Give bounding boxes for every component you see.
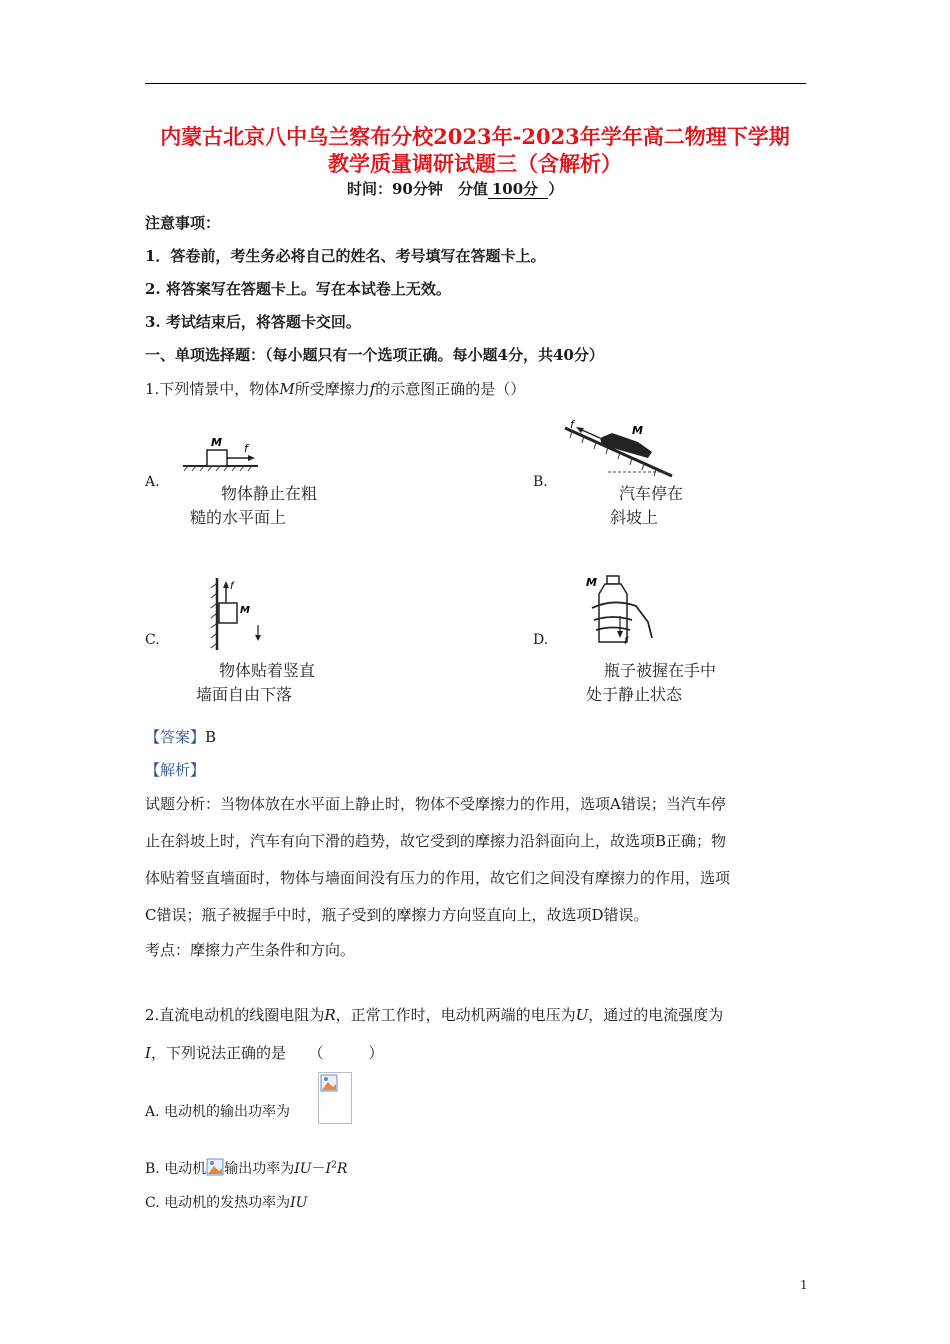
label-f: f bbox=[624, 636, 628, 647]
label-f: f bbox=[570, 418, 574, 431]
kaodian-line: 考点：摩擦力产生条件和方向。 bbox=[145, 941, 356, 959]
title-line-1: 内蒙古北京八中乌兰察布分校2023年-2023年学年高二物理下学期 bbox=[160, 124, 790, 149]
label-m: M bbox=[586, 576, 597, 589]
option-a-caption-1: 物体静止在粗 bbox=[221, 484, 318, 503]
question-2-line-2: I，下列说法正确的是 （ ） bbox=[145, 1044, 384, 1062]
label-f: f bbox=[230, 581, 234, 592]
question-2-option-b: B. 电动机 输出功率为$IU-I^2R$ bbox=[145, 1158, 347, 1178]
option-c-caption-2: 墙面自由下落 bbox=[196, 685, 293, 704]
label-m: M bbox=[240, 605, 250, 616]
option-a-caption-2: 糙的水平面上 bbox=[190, 508, 287, 527]
option-b-letter: B. bbox=[533, 474, 548, 490]
answer-tag: 【答案】 bbox=[145, 728, 206, 746]
option-d-letter: D. bbox=[533, 632, 549, 648]
question-2-option-c: C. 电动机的发热功率为IU bbox=[145, 1195, 308, 1211]
question-1-stem: 1.下列情景中，物体M所受摩擦力f的示意图正确的是（） bbox=[145, 380, 526, 398]
page-number: 1 bbox=[800, 1278, 808, 1292]
analysis-line-1: 试题分析：当物体放在水平面上静止时，物体不受摩擦力的作用，选项A错误；当汽车停 bbox=[145, 795, 726, 813]
notice-heading: 注意事项： bbox=[145, 214, 221, 232]
car-on-slope-diagram bbox=[560, 418, 680, 480]
analysis-tag: 【解析】 bbox=[145, 761, 206, 779]
answer-value: B bbox=[205, 728, 217, 746]
broken-image-formula bbox=[318, 1072, 352, 1124]
option-c-caption-1: 物体贴着竖直 bbox=[219, 661, 316, 680]
answer-line bbox=[145, 726, 216, 747]
analysis-line-2: 止在斜坡上时，汽车有向下滑的趋势，故它受到的摩擦力沿斜面向上，故选项B正确；物 bbox=[145, 832, 727, 850]
header-rule bbox=[145, 83, 806, 84]
option-c-letter: C. bbox=[145, 632, 160, 648]
label-m: M bbox=[632, 424, 643, 437]
title-line-2: 教学质量调研试题三（含解析） bbox=[328, 151, 622, 176]
notice-item-3: 3. 考试结束后，将答题卡交回。 bbox=[145, 313, 361, 331]
notice-item-1: 1．答卷前，考生务必将自己的姓名、考号填写在答题卡上。 bbox=[145, 247, 546, 265]
broken-image-icon bbox=[206, 1158, 224, 1176]
time-suffix: ） bbox=[548, 180, 564, 198]
option-b-caption-2: 斜坡上 bbox=[610, 508, 659, 527]
section-heading: 一、单项选择题：（每小题只有一个选项正确。每小题4分，共40分） bbox=[145, 346, 604, 364]
option-d-caption-1: 瓶子被握在手中 bbox=[604, 661, 717, 680]
score-value: 100分 bbox=[488, 180, 548, 199]
analysis-line-4: C错误；瓶子被握手中时，瓶子受到的摩擦力方向竖直向上，故选项D错误。 bbox=[145, 906, 649, 924]
bottle-in-hand-diagram bbox=[580, 570, 660, 652]
label-m: M bbox=[211, 436, 222, 449]
option-d-caption-2: 处于静止状态 bbox=[586, 685, 683, 704]
block-on-wall-diagram bbox=[200, 575, 270, 653]
option-b-caption-1: 汽车停在 bbox=[619, 484, 684, 503]
notice-item-2: 2. 将答案写在答题卡上。写在本试卷上无效。 bbox=[145, 280, 451, 298]
option-a-letter: A. bbox=[145, 474, 160, 490]
label-f: f bbox=[244, 442, 248, 455]
question-2-option-a: A. 电动机的输出功率为 bbox=[145, 1104, 291, 1120]
block-on-surface-diagram bbox=[180, 428, 270, 472]
time-score-line bbox=[347, 178, 563, 199]
analysis-line-3: 体贴着竖直墙面时，物体与墙面间没有压力的作用，故它们之间没有摩擦力的作用，选项 bbox=[145, 869, 731, 887]
question-2-line-1: 2.直流电动机的线圈电阻为R，正常工作时，电动机两端的电压为U，通过的电流强度为 bbox=[145, 1006, 724, 1024]
broken-image-icon bbox=[320, 1074, 338, 1092]
time-prefix: 时间：90分钟 分值 bbox=[347, 180, 488, 198]
